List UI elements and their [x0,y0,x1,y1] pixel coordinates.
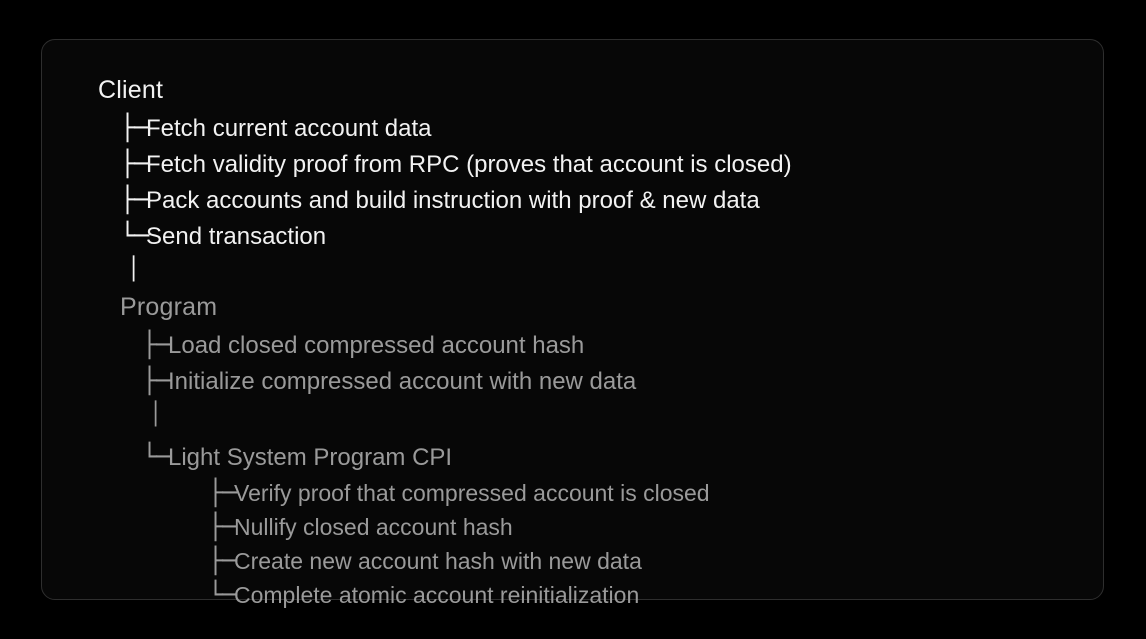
tree-branch-icon: ├─ [120,185,149,214]
tree-node-client [98,78,1083,103]
tree-label-nullify-closed-account-hash: Nullify closed account hash [234,514,513,540]
tree-node-program [120,295,1083,320]
tree-root [98,76,1083,609]
tree-branch-icon: ├─ [208,512,237,541]
tree-node-client-item-2 [120,187,1083,213]
tree-branch-icon: ├─ [142,366,171,395]
tree-branch-icon: └─ [208,580,237,609]
tree-label-initialize-compressed-account: Initialize compressed account with new data [168,368,637,395]
tree-label-load-closed-hash: Load closed compressed account hash [168,332,585,359]
tree-label-fetch-validity-proof: Fetch validity proof from RPC (proves that account is closed) [146,151,792,178]
tree-node-cpi-item-3 [208,582,1083,607]
tree-connector-client-to-program: │ [127,257,141,282]
tree-node-program-item-1 [142,368,1083,394]
tree-branch-icon: ├─ [120,113,149,142]
tree-label-fetch-current-account-data: Fetch current account data [146,115,432,142]
tree-label-verify-proof: Verify proof that compressed account is closed [234,480,710,506]
tree-branch-icon: ├─ [208,478,237,507]
tree-branch-icon: └─ [120,221,149,250]
tree-label-pack-accounts: Pack accounts and build instruction with proof & new data [146,187,760,214]
tree-node-client-item-3 [120,223,1083,249]
diagram-panel [41,39,1104,609]
tree-label-client: Client [98,76,164,104]
tree-node-client-item-1 [120,151,1083,177]
tree-label-light-system-program-cpi: Light System Program CPI [168,444,453,471]
tree-node-cpi [142,444,1083,470]
tree-node-client-item-0 [120,115,1083,141]
tree-branch-icon: ├─ [208,546,237,575]
tree-node-cpi-item-2 [208,548,1083,573]
tree-label-create-new-account-hash: Create new account hash with new data [234,548,642,574]
tree-branch-icon: ├─ [120,149,149,178]
tree-connector-program-to-cpi: │ [149,402,163,427]
tree-label-program: Program [120,293,218,321]
spacer [98,434,1083,444]
tree-node-cpi-item-0 [208,480,1083,505]
tree-label-send-transaction: Send transaction [146,223,327,250]
tree-branch-icon: └─ [142,442,171,471]
tree-node-program-item-0 [142,332,1083,358]
tree-label-complete-atomic-reinitialization: Complete atomic account reinitialization [234,582,640,608]
tree-branch-icon: ├─ [142,330,171,359]
tree-node-cpi-item-1 [208,514,1083,539]
